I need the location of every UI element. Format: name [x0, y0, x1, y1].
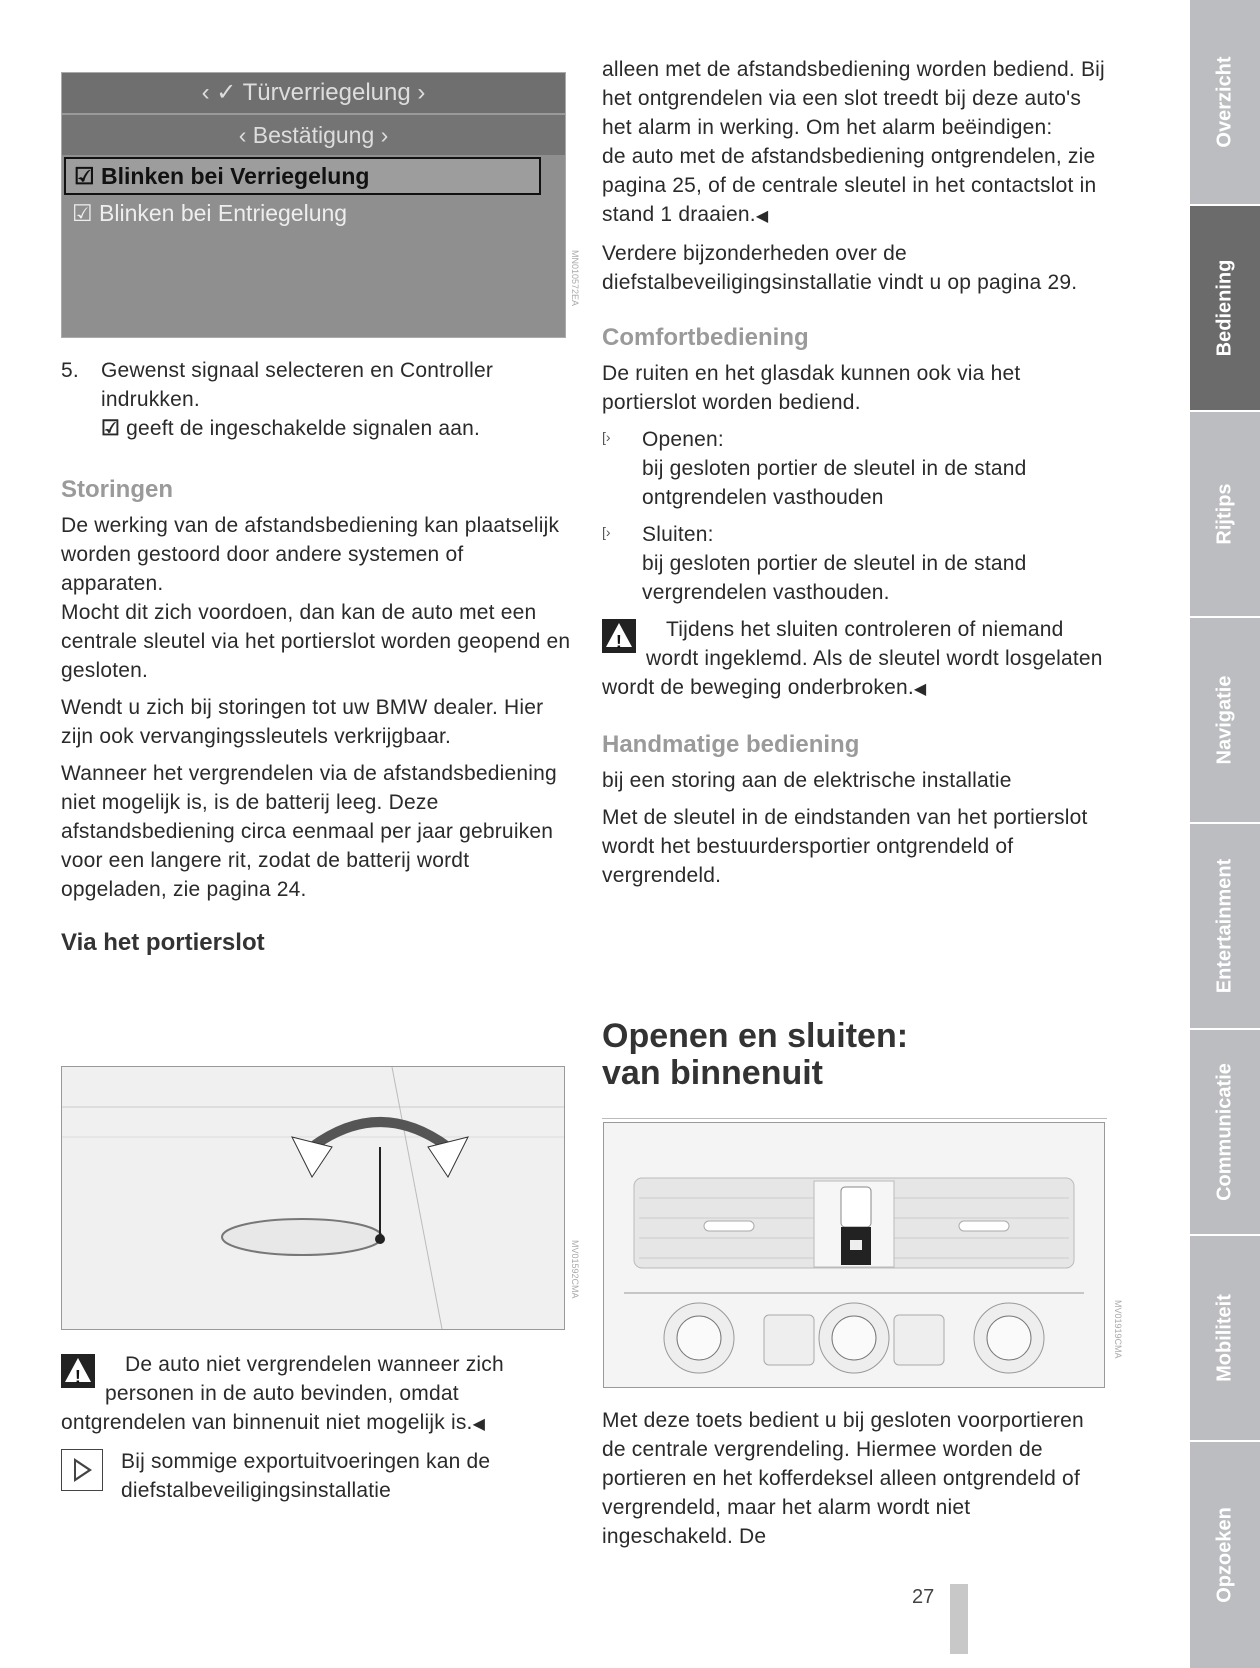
warning-text: De auto niet vergrendelen wanneer zich personen in de auto bevinden, omdat ontgrendelen van binnenuit niet mogelijk is.	[61, 1353, 504, 1434]
note-icon	[61, 1449, 103, 1491]
screen-figure-code: MN010572EA	[570, 250, 580, 307]
screen-subtitle: Bestätigung	[252, 122, 375, 148]
warning-icon: !	[61, 1354, 95, 1388]
paragraph: Mocht dit zich voordoen, dan kan de auto met een centrale sleutel via het portierslot worden geopend en gesloten.	[61, 601, 571, 682]
bullet-text: bij gesloten portier de sleutel in de stand vergrendelen vasthouden.	[642, 552, 1027, 604]
tab-label: Overzicht	[1213, 56, 1236, 148]
heading-portierslot: Via het portierslot	[61, 929, 265, 956]
heading-handmatige-bediening: Handmatige bediening	[602, 731, 860, 758]
paragraph: Wanneer het vergrendelen via de afstandsbediening niet mogelijk is, is de batterij leeg. Deze afstandsbediening circa eenmaal per jaar gebruiken voor een langere rit, zodat de batterij wordt opgeladen, zie pagina 24.	[61, 762, 557, 901]
tab-label: Entertainment	[1213, 858, 1236, 994]
checkbox-icon: ☑	[101, 417, 121, 440]
final-paragraph-block	[602, 1406, 1107, 1559]
tab-bediening[interactable]	[1190, 206, 1260, 412]
warning-text: Tijdens het sluiten controleren of niemand wordt ingeklemd. Als de sleutel wordt losgelaten wordt de beweging onderbroken.	[602, 618, 1103, 699]
right-column	[602, 55, 1107, 898]
tab-label: Bediening	[1213, 259, 1236, 357]
paragraph: De ruiten en het glasdak kunnen ook via het portierslot worden bediend.	[602, 362, 1021, 414]
heading-storingen: Storingen	[61, 476, 173, 503]
tab-label: Rijtips	[1213, 483, 1236, 545]
idrive-screen-image	[61, 72, 566, 338]
bullet-arrow-icon: [›	[602, 429, 611, 445]
door-handle-drawing	[62, 1067, 564, 1329]
figure-code: MV01592CMA	[570, 1240, 580, 1299]
paragraph: bij een storing aan de elektrische installatie	[602, 769, 1012, 792]
tab-navigatie[interactable]	[1190, 618, 1260, 824]
end-mark-icon: ◀	[472, 1416, 486, 1433]
screen-subtitle-row: ‹ Bestätigung ›	[62, 115, 565, 155]
section-heading-line2: van binnenuit	[602, 1054, 823, 1092]
door-handle-figure	[61, 1066, 565, 1330]
tab-communicatie[interactable]	[1190, 1030, 1260, 1236]
left-column	[61, 356, 571, 958]
paragraph: de auto met de afstandsbediening ontgrendelen, zie pagina 25, of de centrale sleutel in het contactslot in stand 1 draaien.	[602, 145, 1097, 226]
page-number: 27	[912, 1586, 935, 1608]
paragraph: Verdere bijzonderheden over de diefstalbeveiligingsinstallatie vindt u op pagina 29.	[602, 242, 1078, 294]
tab-rijtips[interactable]	[1190, 412, 1260, 618]
screen-item-selected: ☑ Blinken bei Verriegelung	[64, 157, 541, 195]
paragraph: Wendt u zich bij storingen tot uw BMW dealer. Hier zijn ook vervangingssleutels verkrijgbaar.	[61, 696, 544, 748]
step-5	[61, 356, 571, 451]
figure-code: MV01919CMA	[1113, 1300, 1123, 1359]
center-console-drawing	[604, 1123, 1104, 1387]
end-mark-icon: ◀	[913, 681, 927, 698]
end-mark-icon: ◀	[755, 208, 769, 225]
paragraph: alleen met de afstandsbediening worden bediend. Bij het ontgrendelen via een slot treedt bij deze auto's het alarm in werking. Om het alarm beëindigen:	[602, 58, 1105, 139]
tab-mobiliteit[interactable]	[1190, 1236, 1260, 1442]
bullet-title: Openen:	[642, 428, 724, 451]
step-text: Gewenst signaal selecteren en Controller indrukken.	[101, 359, 494, 411]
bullet-text: bij gesloten portier de sleutel in de stand ontgrendelen vasthouden	[642, 457, 1027, 509]
step-number: 5.	[61, 359, 79, 382]
screen-item-label: Blinken bei Verriegelung	[101, 163, 370, 189]
chapter-tabs	[1190, 0, 1260, 1654]
divider	[602, 1118, 1107, 1119]
tab-opzoeken[interactable]	[1190, 1442, 1260, 1668]
warning-icon: !	[602, 619, 636, 653]
paragraph: Met de sleutel in de eindstanden van het portierslot wordt het bestuurdersportier ontgrendeld of vergrendeld.	[602, 806, 1088, 887]
bullet-title: Sluiten:	[642, 523, 714, 546]
screen-item-label: Blinken bei Entriegelung	[99, 200, 348, 226]
tab-label: Mobiliteit	[1213, 1294, 1236, 1382]
tab-label: Communicatie	[1213, 1063, 1236, 1201]
bullet-arrow-icon: [›	[602, 524, 611, 540]
left-notes	[61, 1350, 571, 1513]
tab-label: Opzoeken	[1213, 1507, 1236, 1603]
page-marker-bar	[950, 1584, 968, 1654]
screen-item: ☑ Blinken bei Entriegelung	[72, 200, 348, 226]
tab-entertainment[interactable]	[1190, 824, 1260, 1030]
paragraph: De werking van de afstandsbediening kan plaatselijk worden gestoord door andere systemen of apparaten.	[61, 514, 560, 595]
screen-title-row: ‹ ✓ Türverriegelung ›	[62, 73, 565, 115]
section-heading: Openen en sluiten:	[602, 1017, 909, 1055]
screen-title: Türverriegelung	[242, 79, 411, 106]
tab-label: Navigatie	[1213, 675, 1236, 765]
bullet-item	[602, 520, 1107, 615]
section-heading-block	[602, 1018, 1122, 1092]
note-text: Bij sommige exportuitvoeringen kan de diefstalbeveiligingsinstallatie	[121, 1450, 491, 1502]
bullet-item	[602, 425, 1107, 520]
paragraph: Met deze toets bedient u bij gesloten voorportieren de centrale vergrendeling. Hiermee worden de portieren en het kofferdeksel alleen ontgrendeld of vergrendeld, maar het alarm wordt niet ingeschakeld. De	[602, 1409, 1084, 1548]
tab-overzicht[interactable]	[1190, 0, 1260, 206]
step-sub: geeft de ingeschakelde signalen aan.	[126, 417, 481, 440]
heading-comfortbediening: Comfortbediening	[602, 324, 809, 351]
center-console-figure	[603, 1122, 1105, 1388]
